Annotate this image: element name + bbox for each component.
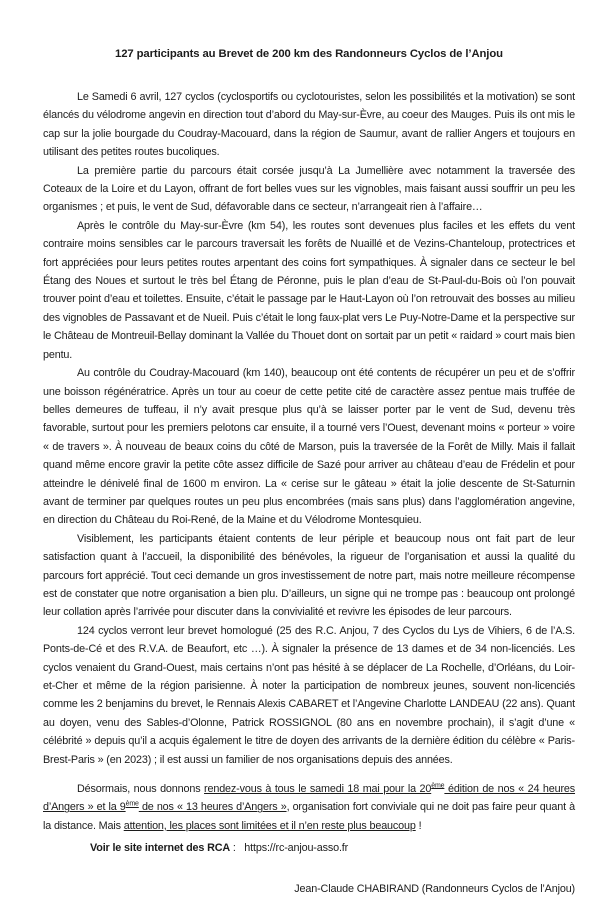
- signature-line: Jean-Claude CHABIRAND (Randonneurs Cyclos de l’Anjou): [294, 882, 575, 895]
- website-colon: :: [230, 842, 245, 855]
- text-run: !: [415, 819, 422, 832]
- underlined-text: de nos « 13 heures d’Angers »: [138, 801, 287, 814]
- paragraph: [43, 530, 575, 622]
- text-run: Le Samedi 6 avril, 127 cyclos (cyclosportifs ou cyclotouristes, selon les possibilités et la motivation) se sont élancés du vélodrome angevin en direction tout d’abord du May-sur-Èvre, au coeur des Mauges. Puis ils ont mis le cap sur la jolie bourgade du Coudray-Macouard, dans la région de Saumur, avant de rallier Angers et toujours en utilisant des petites routes bucoliques.: [43, 91, 575, 159]
- paragraph: [43, 780, 575, 835]
- text-run: 124 cyclos verront leur brevet homologué (25 des R.C. Anjou, 7 des Cyclos du Lys de Vihiers, 6 de l’A.S. Ponts-de-Cé et des R.V.A. de Beaufort, etc …). À signaler la présence de 13 dames et de 34 non-licenciés. Les cyclos venaient du Grand-Ouest, mais certains n’ont pas hésité à se déplacer de La Rochelle, d’Orléans, du Loir-et-Cher et même de la région parisienne. À noter la participation de nombreux jeunes, souvent non-licenciés comme les 2 benjamins du brevet, le Rennais Alexis CABARET et l’Angevine Charlotte LANDEAU (22 ans). Quant au doyen, venu des Sables-d’Olonne, Patrick ROSSIGNOL (80 ans en novembre prochain), il s’agit d’une « célébrité » depuis qu’il a acquis également le titre de doyen des arrivants de la dernière édition du célèbre « Paris-Brest-Paris » (en 2023) ; il est aussi un familier de nos organisations depuis des années.: [43, 624, 575, 766]
- paragraph: [43, 622, 575, 769]
- underlined-text: rendez-vous à tous le samedi 18 mai pour la 20: [204, 783, 432, 796]
- text-run: La première partie du parcours était corsée jusqu’à La Jumellière avec notamment la traversée des Coteaux de la Loire et du Layon, offrant de fort belles vues sur les vignobles, mais faisant aussi souffrir un peu les organismes ; et puis, le vent de Sud, défavorable dans ce secteur, n’arrangeait rien à l’affaire…: [43, 164, 575, 214]
- website-label: Voir le site internet des RCA: [90, 842, 231, 855]
- website-url: https://rc-anjou-asso.fr: [244, 842, 349, 855]
- superscript-text: ème: [431, 782, 445, 790]
- paragraph: [43, 88, 575, 162]
- text-run: , organisation fort conviviale qui ne doit pas faire peur quant à la distance. Mais: [43, 801, 575, 832]
- text-run: Au contrôle du Coudray-Macouard (km 140), beaucoup ont été contents de récupérer un peu et de s’offrir une boisson régénératrice. Après un tour au coeur de cette petite cité de caractère assez pentue mais truffée de belles demeures de tuffeau, il n’y avait presque plus qu’à se laisser porter par le vent de Sud, devenu très favorable, surtout pour les premiers pelotons car ensuite, il a tourné vers l’Ouest, devenant moins « porteur » voire « de travers ». À nouveau de beaux coins du côté de Marson, puis la traversée de la Forêt de Milly. Mais il fallait quand même encore gravir la petite côte assez difficile de Sazé pour arriver au château d’eau de Frédelin et pour atteindre le dénivelé final de 1600 m environ. La « cerise sur le gâteau » était la jolie descente de St-Saturnin avant de terminer par quelques routes un peu plus encombrées (mais sans plus) dans l’agglomération angevine, en direction du Château du Roi-René, de la Maine et du Vélodrome Montesquieu.: [43, 367, 575, 527]
- text-run: Désormais, nous donnons: [77, 783, 205, 796]
- text-run: Après le contrôle du May-sur-Èvre (km 54), les routes sont devenues plus faciles et les effets du vent contraire moins sensibles car le parcours traversait les forêts de Nuaillé et de Vezins-Chanteloup, protectrices et fort appréciées pour leurs petites routes arpentant des coins fort sympathiques. À signaler dans ce secteur le bel Étang des Noues et surtout le très bel Étang de Péronne, puis le plan d’eau de St-Paul-du-Bois où l’on pouvait trouver point d’eau et toilettes. Ensuite, c’était le passage par le Haut-Layon où l’on retrouvait des bosses au milieu des vignobles de Passavant et de Nueil. Puis c’était le long faux-plat vers Le Puy-Notre-Dame et la perspective sur le Château de Montreuil-Bellay dominant la Vallée du Thouet dont on sortait par un petit « raidard » court mais bien pentu.: [43, 219, 575, 361]
- document-title: 127 participants au Brevet de 200 km des Randonneurs Cyclos de l’Anjou: [115, 48, 503, 60]
- underlined-text: attention, les places sont limitées et il n’en reste plus beaucoup: [123, 819, 416, 832]
- document-body: [43, 88, 575, 835]
- paragraph: [43, 162, 575, 217]
- website-line: [43, 839, 575, 857]
- superscript-text: ème: [125, 800, 139, 808]
- text-run: Visiblement, les participants étaient contents de leur périple et beaucoup nous ont fait part de leur satisfaction quant à l’accueil, la disponibilité des bénévoles, la rigueur de l’organisation et aussi la qualité du parcours fort apprécié. Tout ceci demande un gros investissement de notre part, mais notre meilleure récompense est de constater que notre organisation a bien plu. D’ailleurs, un signe qui ne trompe pas : beaucoup ont prolongé leur collation après l’arrivée pour discuter dans la convivialité et revivre les épisodes de leur parcours.: [43, 532, 575, 619]
- paragraph: [43, 217, 575, 364]
- paragraph: [43, 364, 575, 530]
- underlined-text: édition de nos « 24 heures d’Angers » et la 9: [43, 783, 576, 814]
